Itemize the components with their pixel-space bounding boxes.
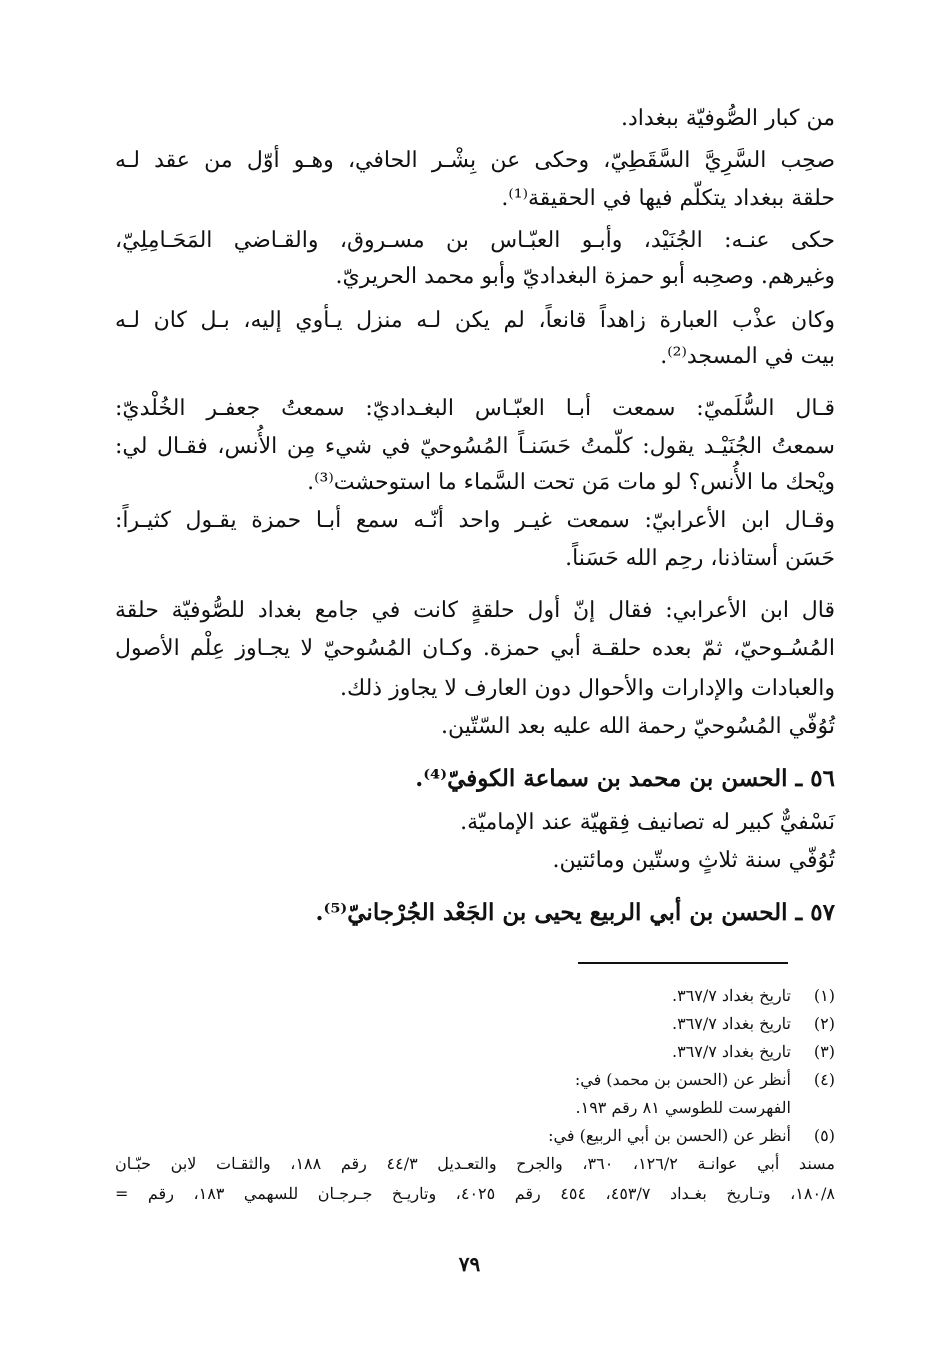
text-line: وكان عذْب العبارة زاهداً قانعاً، لم يكن لـه منزل يـأوي إليه، بـل كان لـه: [115, 308, 835, 333]
text-line: قال ابن الأعرابي: فقال إنّ أول حلقةٍ كانت في جامع بغداد للصُّوفيّة حلقة: [115, 598, 835, 623]
text-line: وقـال ابن الأعرابيّ: سمعت غيـر واحد أنّـه سمع أبـا حمزة يقـول كثيـراً:: [115, 508, 835, 533]
footnote-line: [115, 1125, 835, 1151]
text-line: من كبار الصُّوفيّة ببغداد.: [621, 106, 835, 131]
footnote-line: [115, 985, 835, 1011]
text-line: حَسَن أستاذنا، رحِم الله حَسَناً.: [565, 546, 835, 571]
text-line: نَسْفيٌّ كبير له تصانيف فِقهيّة عند الإماميّة.: [460, 810, 835, 835]
footnote-line: [115, 1097, 835, 1123]
text-line: والعبادات والإدارات والأحوال دون العارف لا يجاوز ذلك.: [340, 676, 835, 701]
text-line: بيت في المسجد⁽²⁾.: [660, 344, 835, 369]
footnote-line: [115, 1069, 835, 1095]
footnote-text: تاريخ بغداد ٣٦٧/٧.: [671, 1014, 791, 1033]
text-line: وغيرهم. وصحِبه أبو حمزة البغداديّ وأبو محمد الحريريّ.: [335, 264, 835, 289]
footnote-line: مسند أبي عوانـة ١٢٦/٢، ٣٦٠، والجرح والتعـديل ٤٤/٣ رقم ١٨٨، والثقـات لابن حبّـان: [115, 1154, 836, 1173]
footnote-text: أنظر عن (الحسن بن محمد) في:: [574, 1070, 791, 1089]
footnote-text: تاريخ بغداد ٣٦٧/٧.: [671, 1042, 791, 1061]
footnote-number: (٢): [813, 1014, 835, 1033]
footnote-text: أنظر عن (الحسن بن أبي الربيع) في:: [548, 1126, 791, 1145]
footnote-number: (٥): [813, 1126, 835, 1145]
text-line: حكى عنـه: الجُنَيْد، وأبـو العبّـاس بن مسـروق، والقـاضي المَحَـامِلِيّ،: [115, 228, 835, 253]
entry-heading-56: ٥٦ ـ الحسن بن محمد بن سماعة الكوفيّ⁽⁴⁾.: [415, 765, 835, 792]
entry-heading-57: ٥٧ ـ الحسن بن أبي الربيع يحيى بن الجَعْد الجُرْجانيّ⁽⁵⁾.: [315, 899, 835, 926]
text-line: صحِب السَّرِيَّ السَّقَطِيّ، وحكى عن بِشْـر الحافي، وهـو أوّل من عقد لـه: [115, 148, 835, 173]
footnote-line: [115, 1041, 835, 1067]
text-line: حلقة ببغداد يتكلّم فيها في الحقيقة⁽¹⁾.: [501, 186, 835, 211]
text-line: المُسُـوحيّ، ثمّ بعده حلقـة أبي حمزة. وكـان المُسُوحيّ لا يجـاوز عِلْم الأصول: [115, 636, 835, 661]
footnote-text: تاريخ بغداد ٣٦٧/٧.: [671, 986, 791, 1005]
footnote-line: ١٨٠/٨، وتـاريخ بغـداد ٤٥٣/٧، ٤٥٤ رقم ٤٠٢٥، وتاريـخ جـرجـان للسهمي ١٨٣، رقم =: [115, 1184, 836, 1203]
footnote-number: (١): [813, 986, 835, 1005]
footnote-number: (٤): [813, 1070, 835, 1089]
footnote-text: الفهرست للطوسي ٨١ رقم ١٩٣.: [575, 1098, 791, 1117]
text-line: قـال السُّلَميّ: سمعت أبـا العبّـاس البغـداديّ: سمعتُ جعفـر الخُلْديّ:: [115, 396, 835, 421]
text-line: سمعتُ الجُنَيْـد يقول: كلّمتُ حَسَنـاً المُسُوحيّ في شيء مِن الأُنس، فقـال لي:: [115, 434, 835, 459]
text-line: تُوُفّي المُسُوحيّ رحمة الله عليه بعد السّتّين.: [441, 714, 835, 739]
page-number: ٧٩: [458, 1252, 481, 1276]
footnote-number: (٣): [813, 1042, 835, 1061]
text-line: تُوُفّي سنة ثلاثٍ وستّين ومائتين.: [552, 848, 835, 873]
footnote-separator: [578, 962, 788, 964]
text-line: ويْحك ما الأُنس؟ لو مات مَن تحت السَّماء ما استوحشت⁽³⁾.: [307, 470, 835, 495]
footnote-line: [115, 1013, 835, 1039]
